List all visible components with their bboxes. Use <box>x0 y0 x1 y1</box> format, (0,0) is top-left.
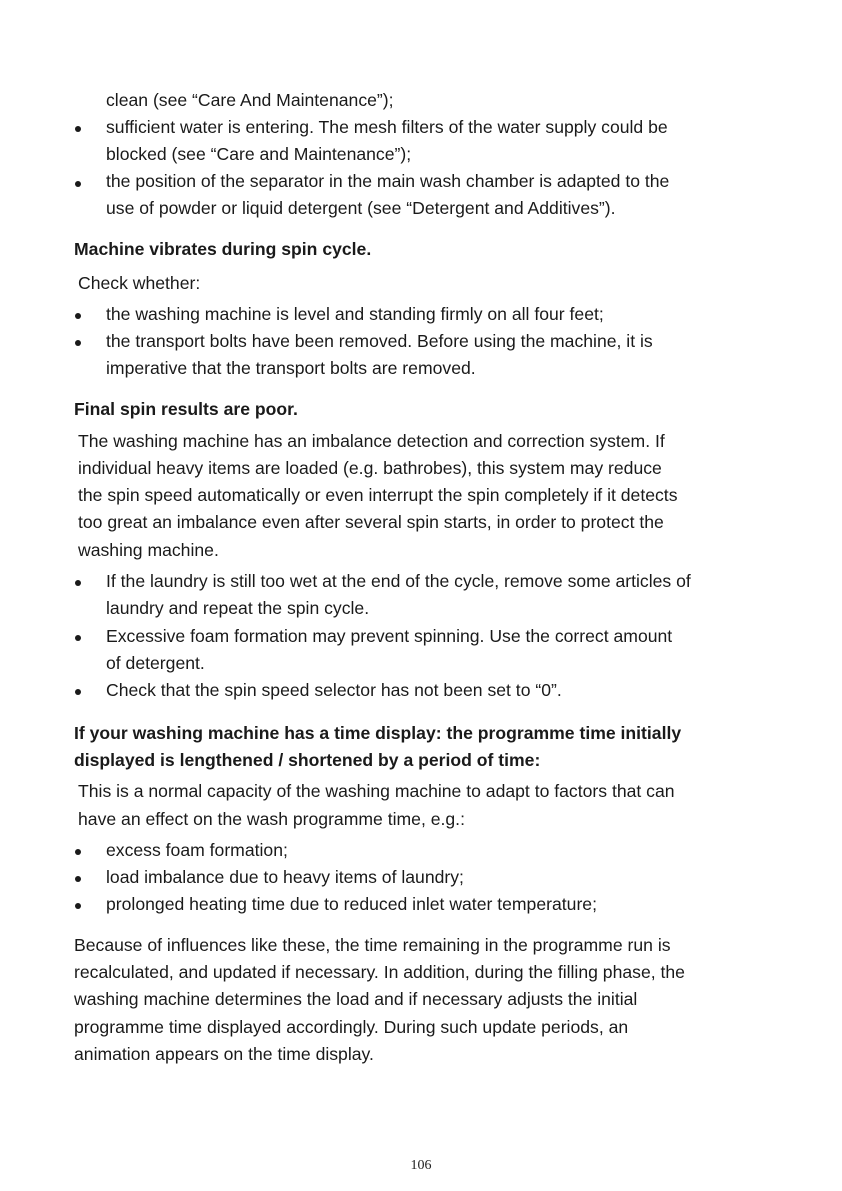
list-item-line: the position of the separator in the main wash chamber is adapted to the <box>106 171 670 191</box>
list-item-line: the washing machine is level and standing firmly on all four feet; <box>106 304 604 324</box>
closing-paragraph-line: animation appears on the time display. <box>74 1044 374 1064</box>
list-item-line: prolonged heating time due to reduced inlet water temperature; <box>106 894 597 914</box>
bullet-dot <box>75 903 81 909</box>
bullet-dot <box>75 181 81 187</box>
closing-paragraph-line: Because of influences like these, the time remaining in the programme run is <box>74 935 671 955</box>
paragraph-line: too great an imbalance even after several spin starts, in order to protect the <box>78 512 664 532</box>
list-continuation-line: clean (see “Care And Maintenance”); <box>106 90 394 110</box>
list-item-line: use of powder or liquid detergent (see “Detergent and Additives”). <box>106 198 616 218</box>
bullet-dot <box>75 340 81 346</box>
bullet-dot <box>75 580 81 586</box>
section-heading: displayed is lengthened / shortened by a period of time: <box>74 750 541 770</box>
list-item-line: excess foam formation; <box>106 840 288 860</box>
bullet-dot <box>75 849 81 855</box>
bullet-dot <box>75 876 81 882</box>
section-heading: Final spin results are poor. <box>74 399 298 419</box>
paragraph-line: the spin speed automatically or even interrupt the spin completely if it detects <box>78 485 678 505</box>
list-item-line: of detergent. <box>106 653 205 673</box>
closing-paragraph-line: programme time displayed accordingly. During such update periods, an <box>74 1017 629 1037</box>
bullet-dot <box>75 126 81 132</box>
bullet-dot <box>75 313 81 319</box>
section-lead: Check whether: <box>78 273 201 293</box>
closing-paragraph-line: recalculated, and updated if necessary. In addition, during the filling phase, the <box>74 962 685 982</box>
bullet-dot <box>75 689 81 695</box>
list-item-line: If the laundry is still too wet at the end of the cycle, remove some articles of <box>106 571 691 591</box>
list-item-line: Excessive foam formation may prevent spinning. Use the correct amount <box>106 626 673 646</box>
page-number: 106 <box>410 1158 432 1173</box>
list-item-line: laundry and repeat the spin cycle. <box>106 598 370 618</box>
paragraph-line: individual heavy items are loaded (e.g. bathrobes), this system may reduce <box>78 458 662 478</box>
list-item-line: load imbalance due to heavy items of laundry; <box>106 867 464 887</box>
paragraph-line: The washing machine has an imbalance detection and correction system. If <box>78 431 665 451</box>
paragraph-line: have an effect on the wash programme time, e.g.: <box>78 809 465 829</box>
list-item-line: imperative that the transport bolts are removed. <box>106 358 476 378</box>
paragraph-line: washing machine. <box>78 540 219 560</box>
paragraph-line: This is a normal capacity of the washing machine to adapt to factors that can <box>78 781 675 801</box>
list-item-line: blocked (see “Care and Maintenance”); <box>106 144 412 164</box>
closing-paragraph-line: washing machine determines the load and if necessary adjusts the initial <box>74 989 638 1009</box>
list-item-line: sufficient water is entering. The mesh filters of the water supply could be <box>106 117 668 137</box>
section-heading: Machine vibrates during spin cycle. <box>74 239 372 259</box>
section-heading: If your washing machine has a time display: the programme time initially <box>74 723 682 743</box>
bullet-dot <box>75 635 81 641</box>
list-item-line: Check that the spin speed selector has not been set to “0”. <box>106 680 562 700</box>
list-item-line: the transport bolts have been removed. Before using the machine, it is <box>106 331 653 351</box>
